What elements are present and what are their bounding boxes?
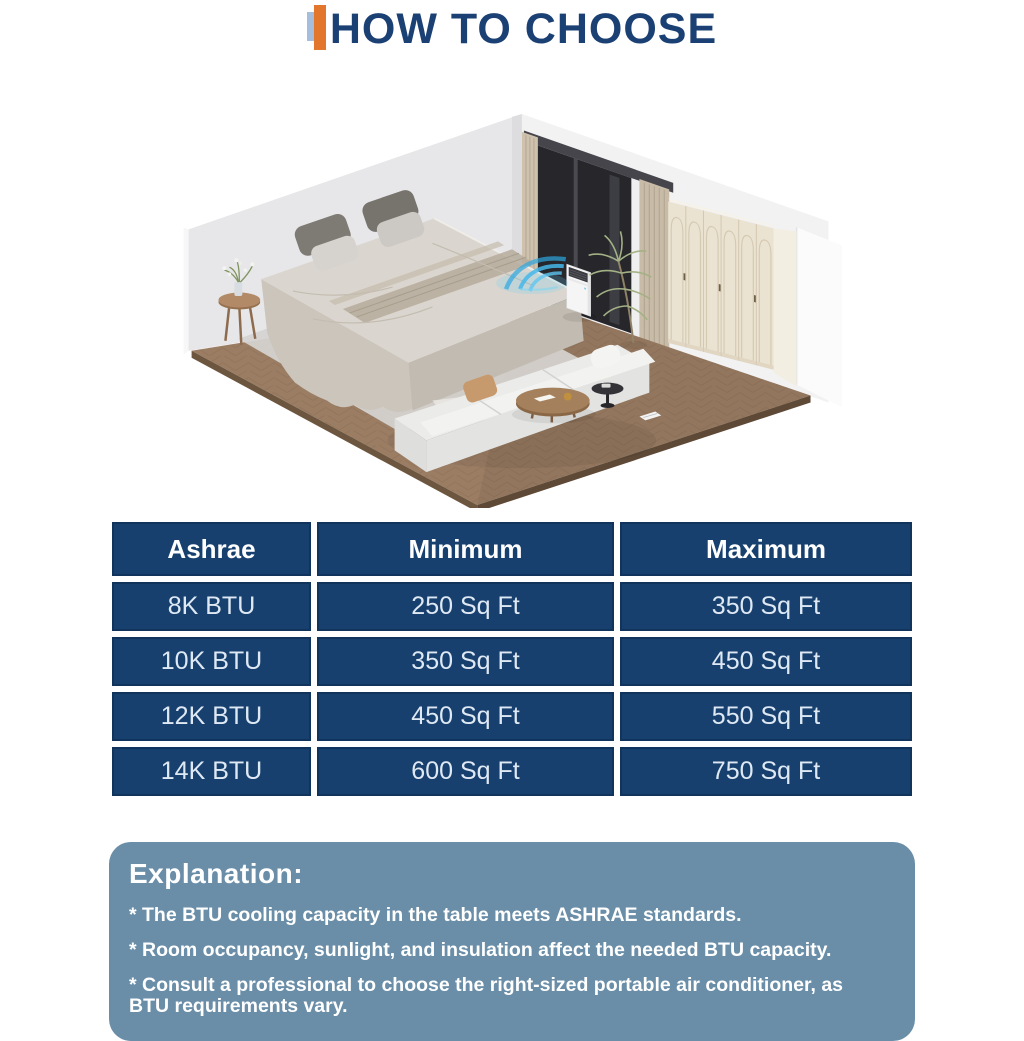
table-cell-min: 350 Sq Ft <box>317 637 614 686</box>
table-cell-btu: 12K BTU <box>112 692 311 741</box>
page-title: HOW TO CHOOSE <box>329 5 718 53</box>
explanation-bullet: * Consult a professional to choose the right-sized portable air conditioner, as BTU requirements vary. <box>129 973 854 1018</box>
table-cell-max: 450 Sq Ft <box>620 637 912 686</box>
right-end-wall <box>797 227 842 408</box>
explanation-panel <box>109 842 915 1041</box>
table-cell-min: 450 Sq Ft <box>317 692 614 741</box>
explanation-bullet: * Room occupancy, sunlight, and insulation affect the needed BTU capacity. <box>129 938 832 961</box>
title-bar <box>0 0 1024 58</box>
table-cell-btu: 8K BTU <box>112 582 311 631</box>
room-illustration-container <box>182 102 842 508</box>
room-illustration <box>182 102 842 508</box>
accent-bar-lightblue <box>307 12 314 41</box>
btu-sizing-table <box>112 522 912 796</box>
table-header-maximum: Maximum <box>620 522 912 576</box>
table-cell-min: 250 Sq Ft <box>317 582 614 631</box>
table-cell-max: 350 Sq Ft <box>620 582 912 631</box>
table-cell-max: 550 Sq Ft <box>620 692 912 741</box>
table-cell-max: 750 Sq Ft <box>620 747 912 796</box>
explanation-heading: Explanation: <box>129 858 304 889</box>
table-header-minimum: Minimum <box>317 522 614 576</box>
title-accent-bars <box>307 4 327 54</box>
table-header-ashrae: Ashrae <box>112 522 311 576</box>
explanation-bullet: * The BTU cooling capacity in the table meets ASHRAE standards. <box>129 904 742 926</box>
table-cell-min: 600 Sq Ft <box>317 747 614 796</box>
table-cell-btu: 10K BTU <box>112 637 311 686</box>
accent-bar-orange <box>314 5 326 50</box>
table-cell-btu: 14K BTU <box>112 747 311 796</box>
